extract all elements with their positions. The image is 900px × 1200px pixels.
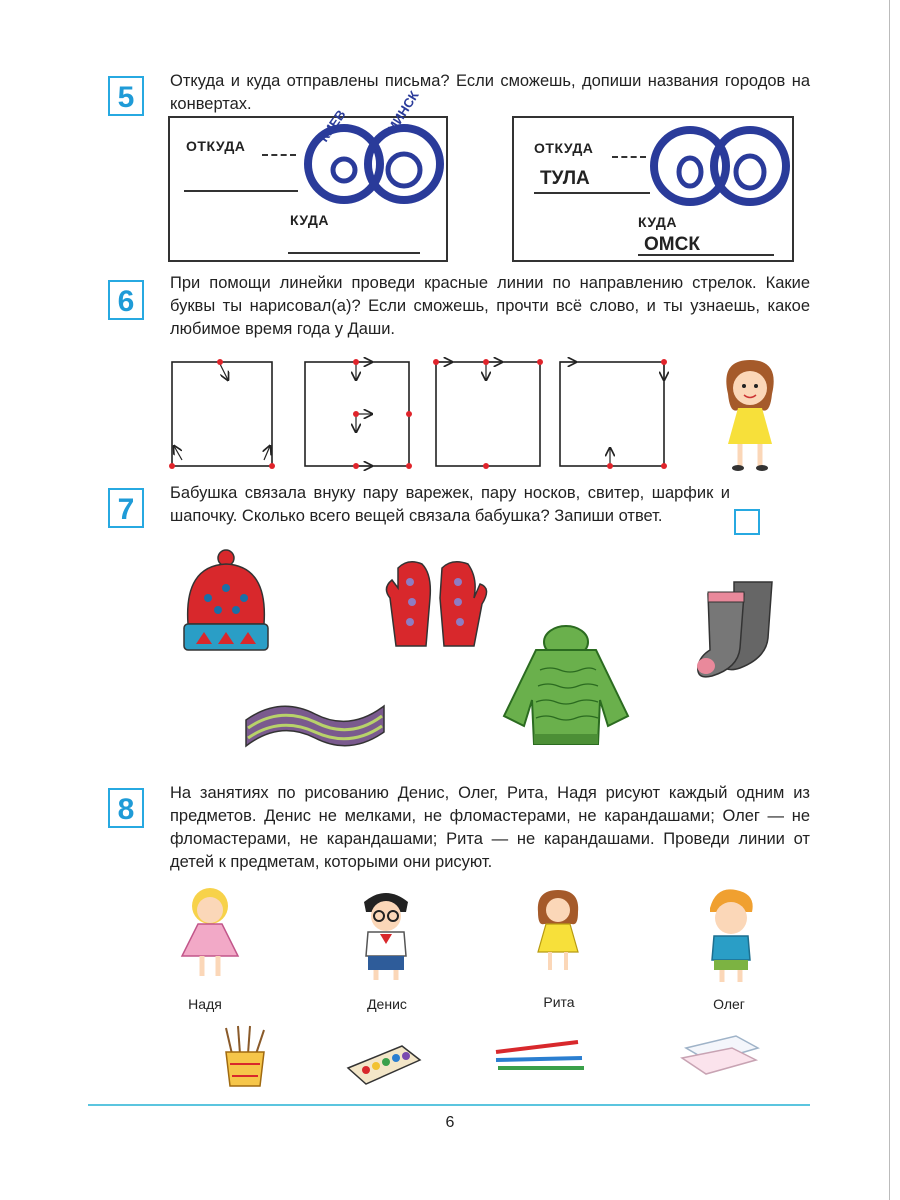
footer-line <box>88 1104 810 1106</box>
letter-grids[interactable] <box>160 354 680 474</box>
envelope-2-from-city: ТУЛА <box>540 168 590 189</box>
envelope-1-from-line[interactable] <box>184 190 298 192</box>
kid-rita-illustration[interactable] <box>528 886 588 986</box>
envelope-1 <box>168 88 448 262</box>
kid-oleg-illustration[interactable] <box>696 886 766 986</box>
kid-name-oleg: Олег <box>713 996 745 1012</box>
envelope-2-to-city: ОМСК <box>644 234 700 255</box>
task-7-number: 7 <box>108 488 144 528</box>
page-edge <box>889 0 890 1200</box>
envelope-2 <box>512 116 794 262</box>
hat-illustration <box>178 548 274 658</box>
envelope-2-stamps <box>650 122 790 212</box>
kid-nadya-illustration[interactable] <box>176 884 246 984</box>
envelope-1-to-line[interactable] <box>288 252 420 254</box>
markers-illustration[interactable] <box>492 1036 588 1076</box>
page-number: 6 <box>445 1114 455 1131</box>
sweater-illustration <box>496 620 636 750</box>
kid-name-nadya: Надя <box>188 996 222 1012</box>
task-5-number: 5 <box>108 76 144 116</box>
envelope-2-from-dash <box>612 156 646 158</box>
kid-name-rita: Рита <box>543 994 575 1010</box>
task-6-text: При помощи линейки проведи красные линии по направлению стрелок. Какие буквы ты нарисовал(а)? Если сможешь, прочти всё слово, и ты узнаешь, какое любимое время года у Даши. <box>170 274 810 338</box>
dasha-illustration <box>710 354 790 474</box>
stamp-kiev-text: КИЕВ <box>316 107 349 145</box>
chalk-illustration[interactable] <box>676 1030 766 1080</box>
envelope-2-to-label: КУДА <box>638 214 677 230</box>
stamp-minsk-text: МИНСК <box>384 88 422 136</box>
task-7-text: Бабушка связала внуку пару варежек, пару носков, свитер, шарфик и шапочку. Сколько всего вещей связала бабушка? Запиши ответ. <box>170 484 730 525</box>
envelope-1-from-label: ОТКУДА <box>186 138 246 154</box>
envelope-2-to-line <box>638 254 774 256</box>
task-6-number: 6 <box>108 280 144 320</box>
paints-illustration[interactable] <box>344 1040 424 1090</box>
answer-box[interactable] <box>734 509 760 535</box>
task-5-text: Откуда и куда отправлены письма? Если сможешь, допиши названия городов на конвертах. <box>170 72 810 113</box>
task-8-text: На занятиях по рисованию Денис, Олег, Рита, Надя рисуют каждый одним из предметов. Денис не мелками, не фломастерами, не карандашами; Олег — не фломастерами, не карандашами; Рита — не карандашами. Проведи линии от детей к предметам, которыми они рисуют. <box>170 784 810 871</box>
envelope-2-from-line <box>534 192 650 194</box>
kid-name-denis: Денис <box>367 996 407 1012</box>
kid-denis-illustration[interactable] <box>346 884 426 984</box>
task-8-number: 8 <box>108 788 144 828</box>
pencils-cup-illustration[interactable] <box>220 1024 270 1088</box>
envelope-1-to-label: КУДА <box>290 212 329 228</box>
mittens-illustration <box>382 558 492 648</box>
socks-illustration <box>694 578 784 688</box>
envelope-1-from-dash <box>262 154 296 156</box>
scarf-illustration <box>240 690 390 760</box>
envelope-2-from-label: ОТКУДА <box>534 140 594 156</box>
